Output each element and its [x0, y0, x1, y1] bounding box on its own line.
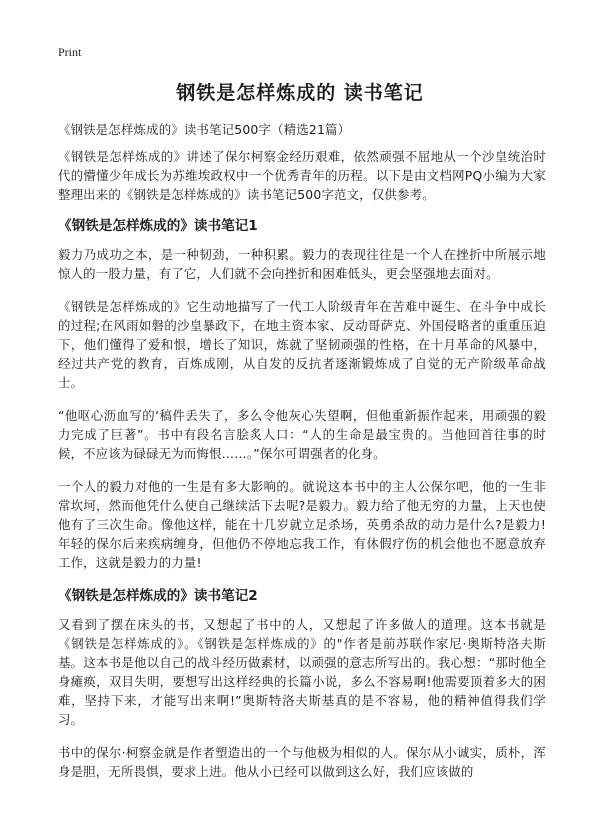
document-body — [58, 120, 546, 795]
paragraph: “他呕心沥血写的‘稿件丢失了，多么令他灰心失望啊，但他重新振作起来，用顽强的毅力完成了巨著”。书中有段名言脍炙人口：“人的生命是最宝贵的。当他回首往事的时候，不应该为碌碌无为而悔恨……。”保尔可谓强者的化身。 — [58, 408, 546, 461]
section-heading: 《钢铁是怎样炼成的》读书笔记2 — [58, 588, 258, 604]
section-heading: 《钢铁是怎样炼成的》读书笔记1 — [58, 218, 258, 234]
paragraph: 一个人的毅力对他的一生是有多大影响的。就说这本书中的主人公保尔吧，他的一生非常坎坷，然而他凭什么使自己继续活下去呢?是毅力。毅力给了他无穷的力量，上天也使他有了三次生命。像他这样，能在十几岁就立足杀场，英勇杀敌的动力是什么?是毅力!年轻的保尔后来疾病缠身，但他仍不停地忘我工作，有休假疗伤的机会他也不愿意放弃工作，这就是毅力的力量! — [58, 479, 546, 570]
intro-paragraph: 《钢铁是怎样炼成的》讲述了保尔柯察金经历艰难，依然顽强不屈地从一个沙皇统治时代的懵懂少年成长为苏维埃政权中一个优秀青年的历程。以下是由文档网PQ小编为大家整理出来的《钢铁是怎样炼成的》读书笔记500字范文，仅供参考。 — [58, 149, 546, 202]
print-link[interactable]: Print — [58, 45, 82, 59]
paragraph: 毅力乃成功之本，是一种韧劲，一种积累。毅力的表现往往是一个人在挫折中所展示地惊人的一股力量，有了它，人们就不会向挫折和困难低头，更会坚强地去面对。 — [58, 247, 546, 281]
paragraph: 《钢铁是怎样炼成的》它生动地描写了一代工人阶级青年在苦难中诞生、在斗争中成长的过程;在风雨如磐的沙皇暴政下，在地主资本家、反动哥萨克、外国侵略者的重重压迫下，他们懂得了爱和恨，增长了知识，炼就了坚韧顽强的性格，在十月革命的风暴中，经过共产党的教育，百炼成刚，从自发的反抗者逐渐锻炼成了自觉的无产阶级革命战士。 — [58, 299, 546, 390]
paragraph: 又看到了摆在床头的书，又想起了书中的人，又想起了许多做人的道理。这本书就是《钢铁是怎样炼成的》。《钢铁是怎样炼成的》的"作者是前苏联作家尼·奥斯特洛夫斯基。这本书是他以自己的战斗经历做素材，以顽强的意志所写出的。我心想：“那时他全身瘫痪，双目失明，要想写出这样经典的长篇小说，多么不容易啊!他需要顶着多大的困难，坚持下来，才能写出来啊!”奥斯特洛夫斯基真的是不容易，他的精神值得我们学习。 — [58, 617, 546, 727]
document-subtitle: 《钢铁是怎样炼成的》读书笔记500字（精选21篇） — [58, 122, 351, 137]
page-title: 钢铁是怎样炼成的 读书笔记 — [176, 82, 424, 104]
paragraph: 书中的保尔·柯察金就是作者塑造出的一个与他极为相似的人。保尔从小诚实，质朴，浑身是胆，无所畏惧，要求上进。他从小已经可以做到这么好，我们应该做的 — [58, 745, 546, 779]
